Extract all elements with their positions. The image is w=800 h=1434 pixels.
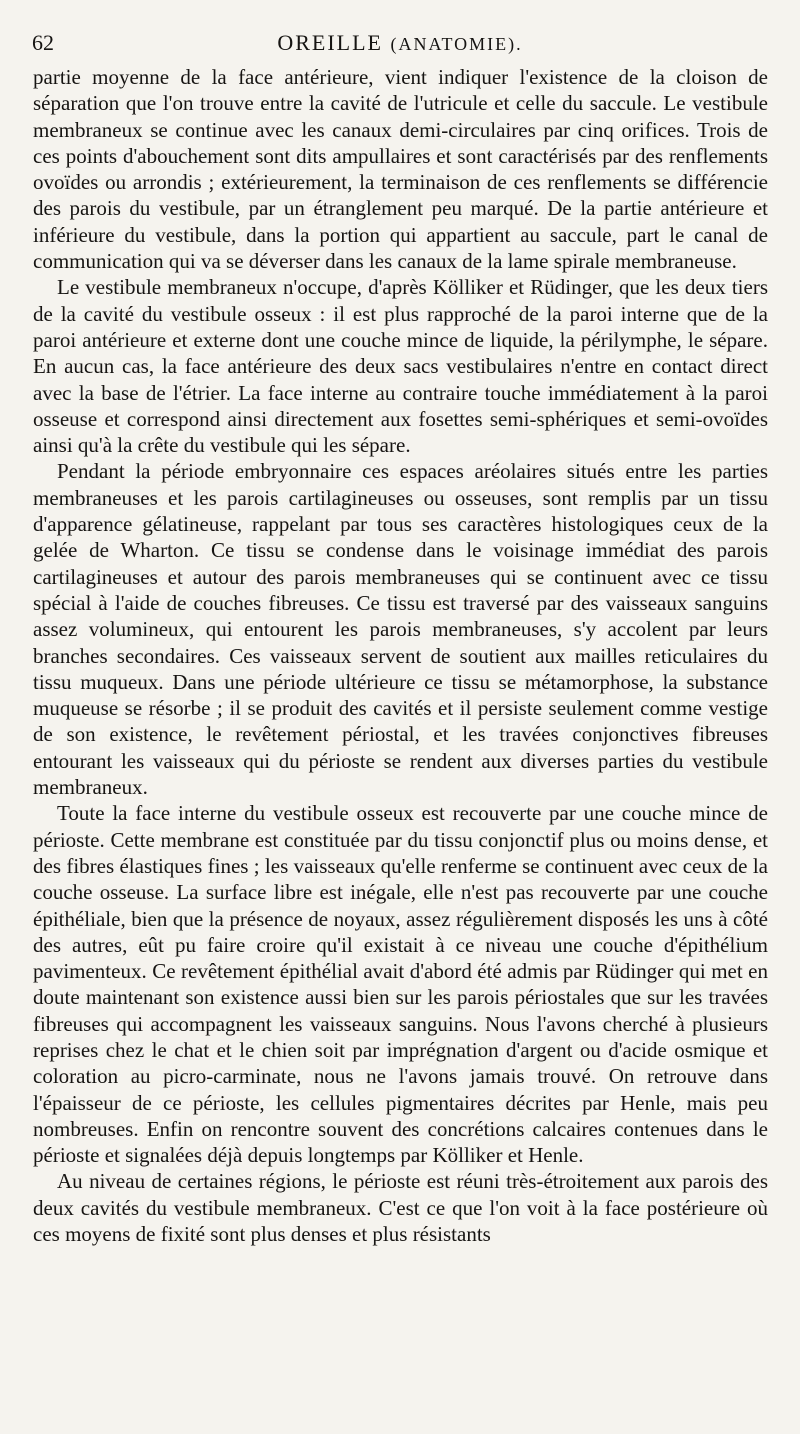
body-text [33,64,768,1247]
page-number: 62 [32,30,54,55]
running-title-main: OREILLE [277,30,383,55]
paragraph: Au niveau de certaines régions, le périoste est réuni très-étroitement aux parois des deux cavités du vestibule membraneux. C'est ce que l'on voit à la face postérieure où ces moyens de fixité sont plus denses et plus résistants [33,1169,768,1247]
running-head [32,30,768,56]
running-title-subtitle: (ANATOMIE). [390,34,523,54]
paragraph: Le vestibule membraneux n'occupe, d'après Kölliker et Rüdinger, que les deux tiers de la cavité du vestibule osseux : il est plus rapproché de la paroi interne que de la paroi antérieure et externe dont une couche mince de liquide, la périlymphe, le sépare. En aucun cas, la face antérieure des deux sacs vestibulaires n'entre en contact direct avec la base de l'étrier. La face interne au contraire touche immédiatement à la paroi osseuse et correspond ainsi directement aux fosettes semi-sphériques et semi-ovoïdes ainsi qu'à la crête du vestibule qui les sépare. [33,275,768,458]
paragraph: Toute la face interne du vestibule osseux est recouverte par une couche mince de périoste. Cette membrane est constituée par du tissu conjonctif plus ou moins dense, et des fibres élastiques fines ; les vaisseaux qu'elle renferme se continuent avec ceux de la couche osseuse. La surface libre est inégale, elle n'est pas recouverte par une couche épithéliale, bien que la présence de noyaux, assez régulièrement disposés les uns à côté des autres, eût pu faire croire qu'il existait à ce niveau une couche d'épithélium pavimenteux. Ce revêtement épithélial avait d'abord été admis par Rüdinger qui met en doute maintenant son existence aussi bien sur les parois périostales que sur les travées fibreuses qui accompagnent les vaisseaux sanguins. Nous l'avons cherché à plusieurs reprises chez le chat et le chien soit par imprégnation d'argent ou d'acide osmique et coloration au picro-carminate, nous ne l'avons jamais trouvé. On retrouve dans l'épaisseur de ce périoste, les cellules pigmentaires décrites par Henle, mais peu nombreuses. Enfin on rencontre souvent des concrétions calcaires contenues dans le périoste et signalées déjà depuis longtemps par Kölliker et Henle. [33,801,768,1168]
paragraph: partie moyenne de la face antérieure, vient indiquer l'existence de la cloison de séparation que l'on trouve entre la cavité de l'utricule et celle du saccule. Le vestibule membraneux se continue avec les canaux demi-circulaires par cinq orifices. Trois de ces points d'abouchement sont dits ampullaires et sont caractérisés par des renflements ovoïdes ou arrondis ; extérieurement, la terminaison de ces renflements se différencie des parois du vestibule, par un étranglement peu marqué. De la partie antérieure et inférieure du vestibule, dans la portion qui appartient au saccule, part le canal de communication qui va se déverser dans les canaux de la lame spirale membraneuse. [33,65,768,274]
running-title [32,30,768,57]
paragraph: Pendant la période embryonnaire ces espaces aréolaires situés entre les parties membraneuses et les parois cartilagineuses ou osseuses, sont remplis par un tissu d'apparence gélatineuse, rappelant par tous ses caractères histologiques ceux de la gelée de Wharton. Ce tissu se condense dans le voisinage immédiat des parois cartilagineuses et autour des parois membraneuses qui se continuent avec ce tissu spécial à l'aide de couches fibreuses. Ce tissu est traversé par des vaisseaux sanguins assez volumineux, qui entourent les parois membraneuses, s'y accolent par leurs branches secondaires. Ces vaisseaux servent de soutient aux mailles reticulaires du tissu muqueux. Dans une période ultérieure ce tissu se métamorphose, la substance muqueuse se résorbe ; il se produit des cavités et il persiste seulement comme vestige de son existence, le revêtement périostal, et les travées conjonctives fibreuses entourant les vaisseaux qui du périoste se rendent aux diverses parties du vestibule membraneux. [33,459,768,800]
